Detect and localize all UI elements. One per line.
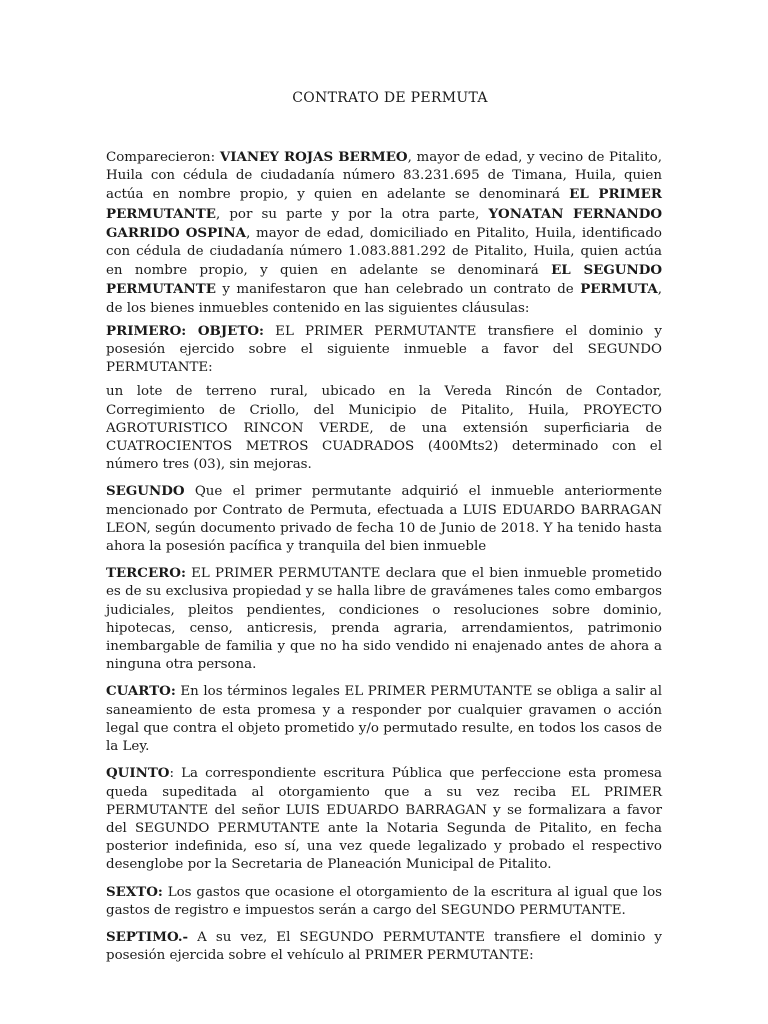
clause-tercero xyxy=(106,564,662,674)
clause-primero-text: EL PRIMER PERMUTANTE transfiere el dominio y posesión ejercido sobre el siguiente inmueble a favor del SEGUNDO PERMUTANTE: xyxy=(106,323,662,376)
clause-sexto-label: SEXTO: xyxy=(106,883,163,900)
intro-text-6: , de los bienes inmuebles contenido en las siguientes cláusulas: xyxy=(106,282,662,316)
clause-quinto xyxy=(106,764,662,874)
intro-text-2: , mayor de edad, y vecino de Pitalito, Huila con cédula de ciudadanía número 83.231.695 de Timana, Huila, quien actúa en nombre propio, y quien en adelante se denominará xyxy=(106,150,662,203)
contract-type: PERMUTA xyxy=(580,281,658,298)
clause-tercero-text: EL PRIMER PERMUTANTE declara que el bien inmueble prometido es de su exclusiva propiedad y se halla libre de gravámenes tales como embargos judiciales, pleitos pendientes, condiciones o resoluciones sobre dominio, hipotecas, censo, anticresis, prenda agraria, arrendamientos, patrimonio inembargable de familia y que no ha sido vendido ni enajenado antes de ahora a ninguna otra persona. xyxy=(106,566,662,673)
clause-septimo-text: A su vez, El SEGUNDO PERMUTANTE transfiere el dominio y posesión ejercida sobre el vehículo al PRIMER PERMUTANTE: xyxy=(106,929,662,964)
clause-sexto-text: Los gastos que ocasione el otorgamiento de la escritura al igual que los gastos de registro e impuestos serán a cargo del SEGUNDO PERMUTANTE. xyxy=(106,884,662,918)
clause-septimo xyxy=(106,928,662,965)
second-party-role: EL SEGUNDO PERMUTANTE xyxy=(106,262,662,298)
intro-paragraph xyxy=(106,148,662,318)
intro-text-5: y manifestaron que han celebrado un contrato de xyxy=(215,282,581,298)
clause-cuarto-label: CUARTO: xyxy=(106,683,176,700)
intro-text-4: , mayor de edad, domiciliado en Pitalito, Huila, identificado con cédula de ciudadanía número 1.083.881.292 de Pitalito, Huila, quien actúa en nombre propio, y quien en adelante se denominará xyxy=(106,225,662,279)
clause-segundo xyxy=(106,482,662,556)
clause-quinto-text: : La correspondiente escritura Pública que perfeccione esta promesa queda supeditada al otorgamiento que a su vez reciba EL PRIMER PERMUTANTE del señor LUIS EDUARDO BARRAGAN y se formalizara a favor del SEGUNDO PERMUTANTE ante la Notaria Segunda de Pitalito, en fecha posterior indefinida, eso sí, una vez quede legalizado y probado el respectivo desenglobe por la Secretaria de Planeación Municipal de Pitalito. xyxy=(106,766,662,873)
clause-tercero-label: TERCERO: xyxy=(106,565,186,582)
intro-text-3: , por su parte y por la otra parte, xyxy=(215,206,489,222)
clause-primero xyxy=(106,322,662,378)
intro-text-1: Comparecieron: xyxy=(106,150,220,165)
clause-sexto xyxy=(106,883,662,920)
clause-primero-label: PRIMERO: OBJETO: xyxy=(106,322,264,339)
property-description-text: un lote de terreno rural, ubicado en la Vereda Rincón de Contador, Corregimiento de Criollo, del Municipio de Pitalito, Huila, PROYECTO AGROTURISTICO RINCON VERDE, de una extensión superficiaria de CUATROCIENTOS METROS CUADRADOS (400Mts2) determinado con el número tres (03), sin mejoras. xyxy=(106,384,662,473)
clause-septimo-label: SEPTIMO.- xyxy=(106,928,189,945)
clause-segundo-text: Que el primer permutante adquirió el inmueble anteriormente mencionado por Contrato de Permuta, efectuada a LUIS EDUARDO BARRAGAN LEON, según documento privado de fecha 10 de Junio de 2018. Y ha tenido hasta ahora la posesión pacífica y tranquila del bien inmueble xyxy=(106,484,662,555)
first-party-role: EL PRIMER PERMUTANTE xyxy=(106,186,663,222)
document-title: CONTRATO DE PERMUTA xyxy=(292,90,488,106)
clause-quinto-label: QUINTO xyxy=(106,765,170,782)
clause-cuarto xyxy=(106,682,662,756)
clause-segundo-label: SEGUNDO xyxy=(106,483,185,500)
first-party-name: VIANEY ROJAS BERMEO xyxy=(219,149,408,165)
clause-cuarto-text: En los términos legales EL PRIMER PERMUTANTE se obliga a salir al saneamiento de esta promesa y a responder por cualquier gravamen o acción legal que contra el objeto prometido y/o permutado resulte, en todos los casos de la Ley. xyxy=(106,684,662,755)
property-description xyxy=(106,383,662,474)
second-party-name: YONATAN FERNANDO GARRIDO OSPINA xyxy=(106,205,662,241)
